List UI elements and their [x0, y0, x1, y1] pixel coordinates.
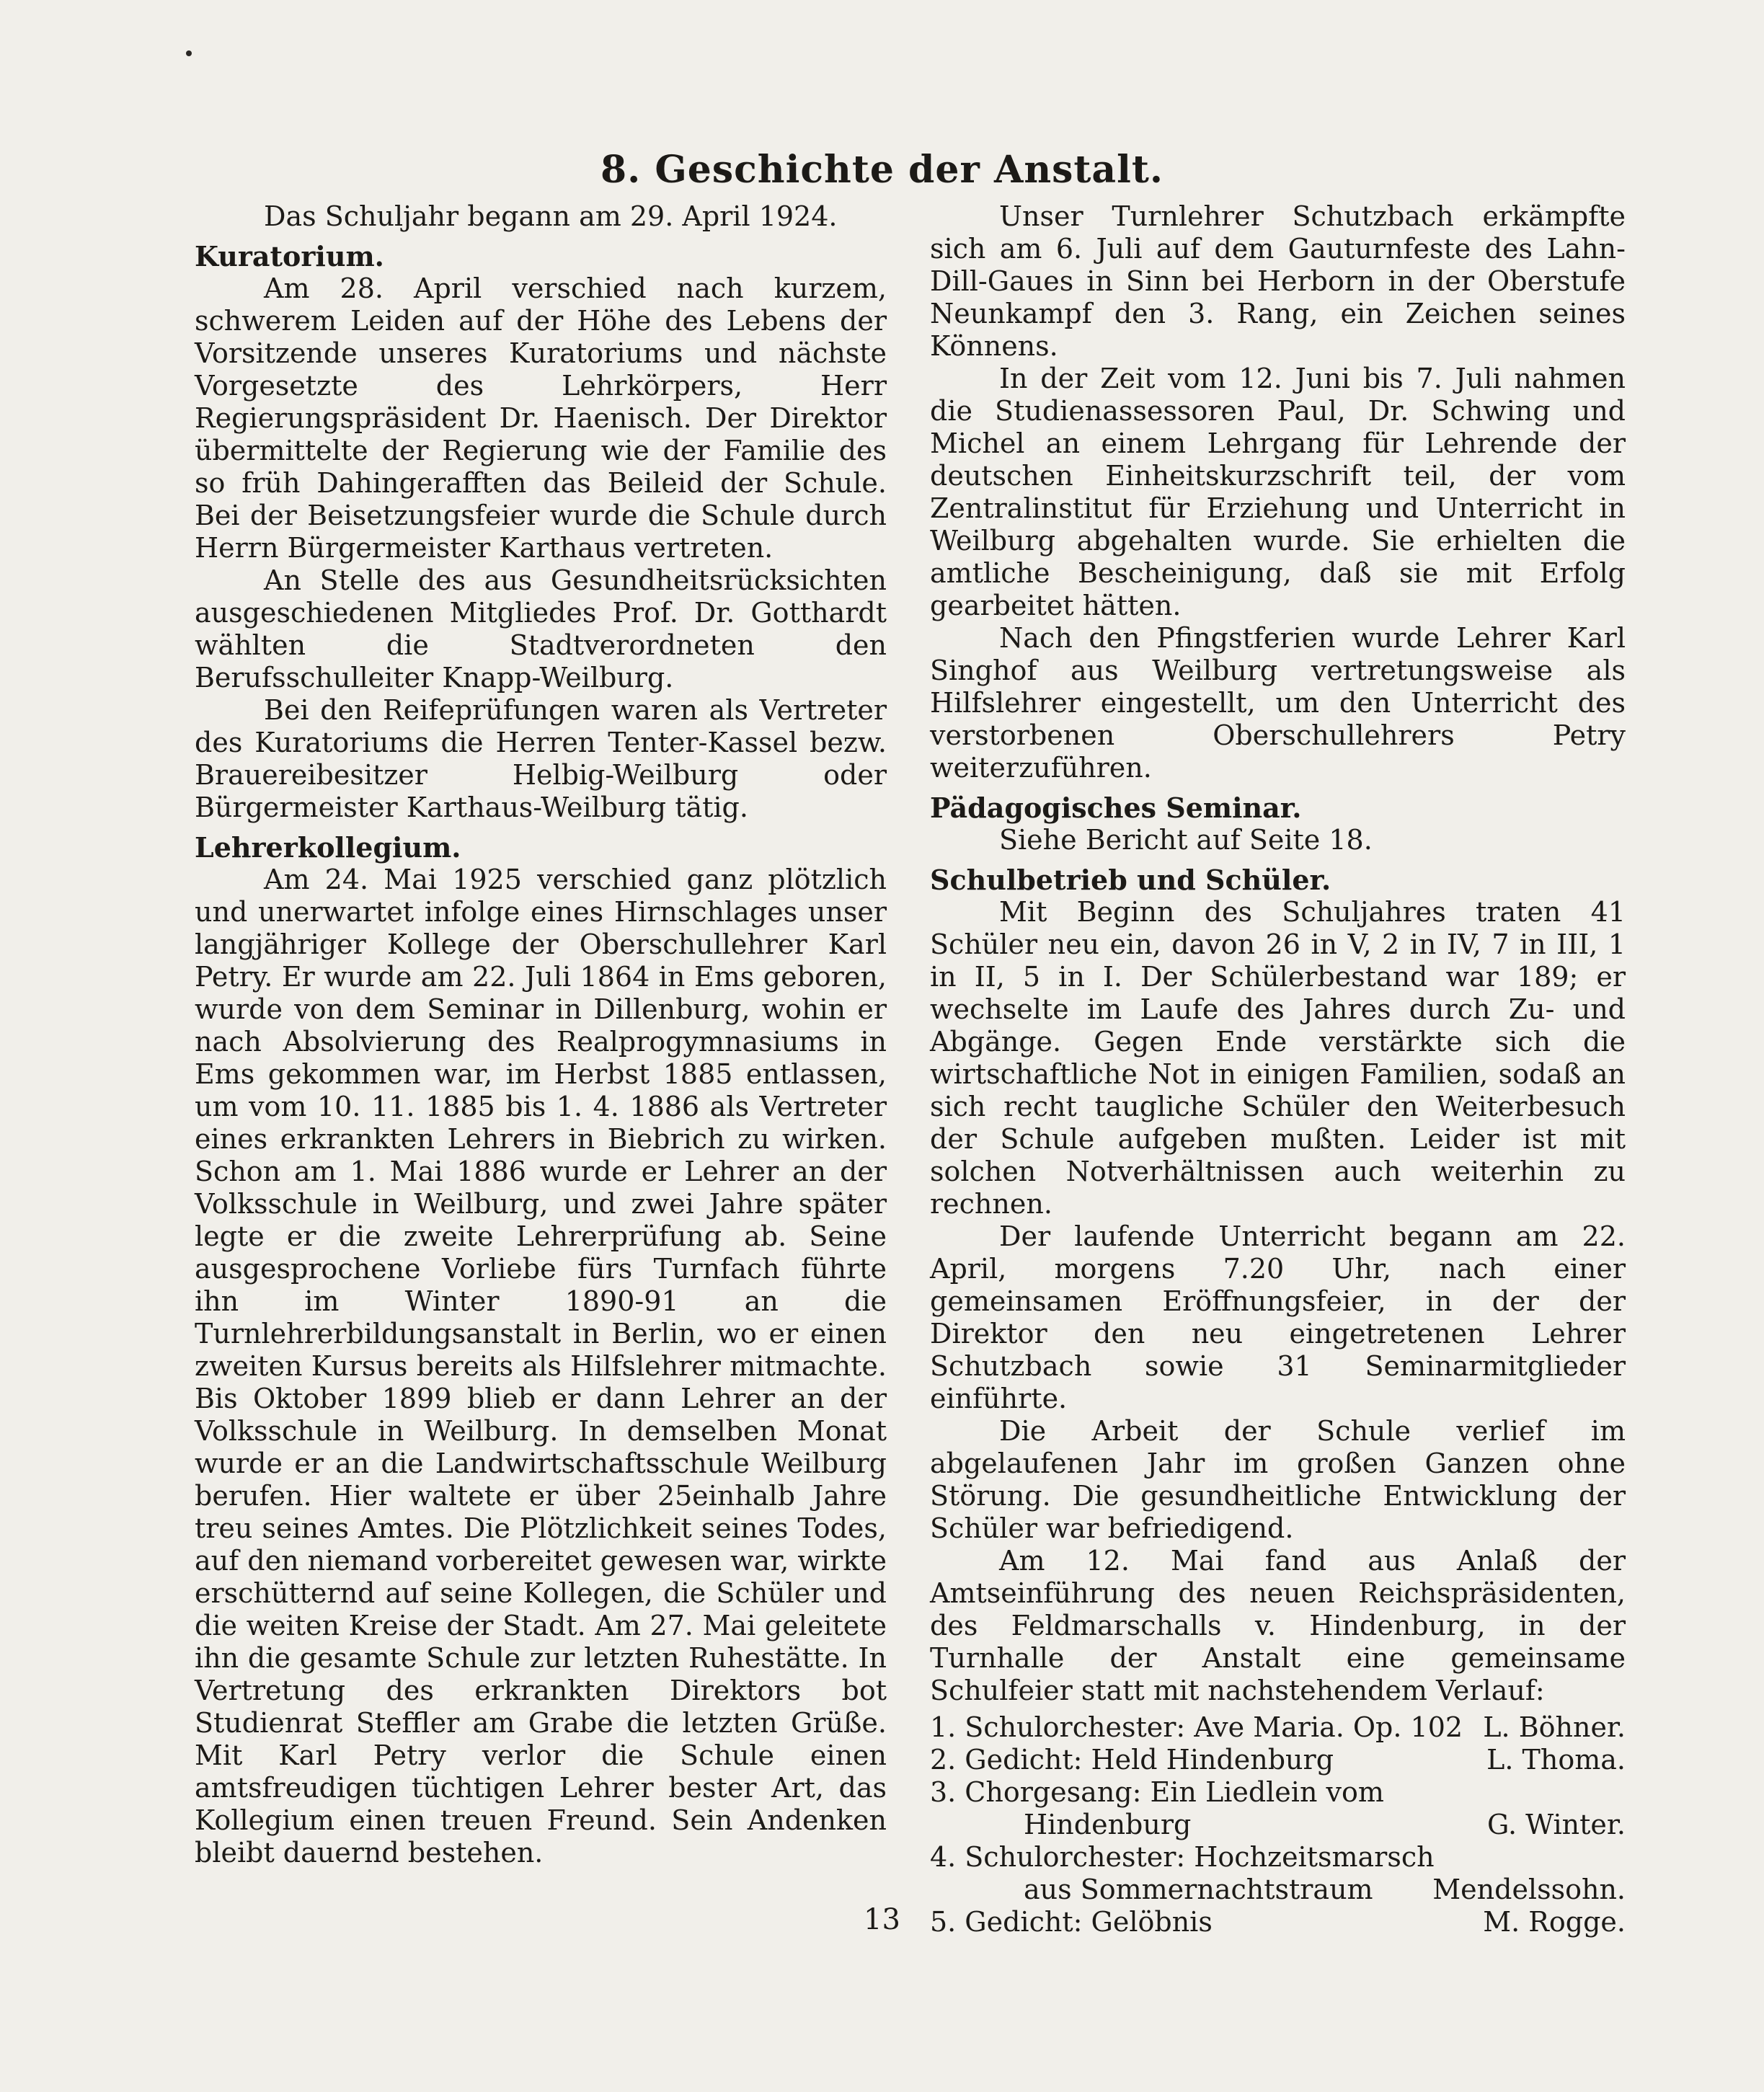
program-number: 4. [930, 1841, 957, 1873]
program-title: Schulorchester: Hochzeitsmarsch [965, 1841, 1435, 1873]
page-number: 13 [864, 1903, 900, 1936]
program-title: Gedicht: Gelöbnis [965, 1906, 1213, 1938]
program-title: Chorgesang: Ein Liedlein vom [965, 1776, 1384, 1808]
ink-speck [186, 50, 192, 56]
schulbetrieb-heading: Schulbetrieb und Schüler. [930, 864, 1331, 896]
intro-paragraph: Das Schuljahr begann am 29. April 1924. [264, 200, 838, 232]
program-title-continuation: aus Sommernachtstraum [1024, 1874, 1373, 1905]
program-item [930, 1776, 1626, 1809]
program-author: M. Rogge. [1483, 1906, 1626, 1938]
section-title: 8. Geschichte der Anstalt. [600, 148, 1164, 192]
schulbetrieb-paragraph-2: Der laufende Unterricht begann am 22. April, morgens 7.20 Uhr, nach einer gemeinsamen Eröffnungsfeier, in der der Direktor den neu eingetretenen Lehrer Schutzbach sowie 31 Seminarmitglieder einführte. [930, 1220, 1626, 1414]
program-title: Schulorchester: Ave Maria. Op. 102 [965, 1711, 1463, 1743]
program-number: 1. [930, 1711, 957, 1743]
seminar-heading: Pädagogisches Seminar. [930, 792, 1302, 824]
program-author: G. Winter. [1486, 1809, 1626, 1840]
program-author: L. Böhner. [1483, 1711, 1626, 1743]
program-number: 3. [930, 1776, 957, 1808]
program-item [930, 1744, 1626, 1776]
program-item-continuation [930, 1809, 1626, 1841]
schulbetrieb-paragraph-3: Die Arbeit der Schule verlief im abgelaufenen Jahr im großen Ganzen ohne Störung. Die gesundheitliche Entwicklung der Schüler war befriedigend. [930, 1415, 1626, 1544]
left-column [195, 200, 887, 1869]
kuratorium-paragraph-1: Am 28. April verschied nach kurzem, schwerem Leiden auf der Höhe des Lebens der Vorsitzende unseres Kuratoriums und nächste Vorgesetzte des Lehrkörpers, Herr Regierungspräsident Dr. Haenisch. Der Direktor übermittelte der Regierung wie der Familie des so früh Dahingerafften das Beileid der Schule. Bei der Beisetzungsfeier wurde die Schule durch Herrn Bürgermeister Karthaus vertreten. [195, 272, 887, 564]
program-title: Gedicht: Held Hindenburg [965, 1744, 1334, 1776]
seminar-paragraph: Siehe Bericht auf Seite 18. [999, 824, 1373, 856]
program-item-continuation [930, 1874, 1626, 1906]
kuratorium-heading: Kuratorium. [195, 240, 384, 272]
program-title-continuation: Hindenburg [1024, 1809, 1192, 1840]
lehrerkollegium-paragraph: Am 24. Mai 1925 verschied ganz plötzlich und unerwartet infolge eines Hirnschlages unser langjähriger Kollege der Oberschullehrer Karl Petry. Er wurde am 22. Juli 1864 in Ems geboren, wurde von dem Seminar in Dillenburg, wohin er nach Absolvierung des Realprogymnasiums in Ems gekommen war, im Herbst 1885 entlassen, um vom 10. 11. 1885 bis 1. 4. 1886 als Vertreter eines erkrankten Lehrers in Biebrich zu wirken. Schon am 1. Mai 1886 wurde er Lehrer an der Volksschule in Weilburg, und zwei Jahre später legte er die zweite Lehrerprüfung ab. Seine ausgesprochene Vorliebe fürs Turnfach führte ihn im Winter 1890-91 an die Turnlehrerbildungsanstalt in Berlin, wo er einen zweiten Kursus bereits als Hilfslehrer mitmachte. Bis Oktober 1899 blieb er dann Lehrer an der Volksschule in Weilburg. In demselben Monat wurde er an die Landwirtschaftsschule Weilburg berufen. Hier waltete er über 25einhalb Jahre treu seines Amtes. Die Plötzlichkeit seines Todes, auf den niemand vorbereitet gewesen war, wirkte erschütternd auf seine Kollegen, die Schüler und die weiten Kreise der Stadt. Am 27. Mai geleitete ihn die gesamte Schule zur letzten Ruhestätte. In Vertretung des erkrankten Direktors bot Studienrat Steffler am Grabe die letzten Grüße. Mit Karl Petry verlor die Schule einen amtsfreudigen tüchtigen Lehrer bester Art, das Kollegium einen treuen Freund. Sein Andenken bleibt dauernd bestehen. [195, 864, 887, 1869]
schulbetrieb-paragraph-1: Mit Beginn des Schuljahres traten 41 Schüler neu ein, davon 26 in V, 2 in IV, 7 in III, 1 in II, 5 in I. Der Schülerbestand war 189; er wechselte im Laufe des Jahres durch Zu- und Abgänge. Gegen Ende verstärkte sich die wirtschaftliche Not in einigen Familien, sodaß an sich recht taugliche Schüler den Weiterbesuch der Schule aufgeben mußten. Leider ist mit solchen Notverhältnissen auch weiterhin zu rechnen. [930, 896, 1626, 1220]
kurzschrift-paragraph: In der Zeit vom 12. Juni bis 7. Juli nahmen die Studienassessoren Paul, Dr. Schwing und Michel an einem Lehrgang für Lehrende der deutschen Einheitskurzschrift teil, der vom Zentralinstitut für Erziehung und Unterricht in Weilburg abgehalten wurde. Sie erhielten die amtliche Bescheinigung, daß sie mit Erfolg gearbeitet hätten. [930, 363, 1626, 621]
program-number: 2. [930, 1744, 957, 1776]
program-author: Mendelssohn. [1432, 1874, 1626, 1905]
program-author: L. Thoma. [1486, 1744, 1626, 1776]
lehrerkollegium-heading: Lehrerkollegium. [195, 831, 461, 864]
program-item [930, 1841, 1626, 1874]
program-number: 5. [930, 1906, 957, 1938]
hilfslehrer-paragraph: Nach den Pfingstferien wurde Lehrer Karl Singhof aus Weilburg vertretungsweise als Hilfslehrer eingestellt, um den Unterricht des verstorbenen Oberschullehrers Petry weiterzuführen. [930, 622, 1626, 784]
schulbetrieb-paragraph-4: Am 12. Mai fand aus Anlaß der Amtseinführung des neuen Reichspräsidenten, des Feldmarschalls v. Hindenburg, in der Turnhalle der Anstalt eine gemeinsame Schulfeier statt mit nachstehendem Verlauf: [930, 1545, 1626, 1706]
turnfest-paragraph: Unser Turnlehrer Schutzbach erkämpfte sich am 6. Juli auf dem Gauturnfeste des Lahn-Dill-Gaues in Sinn bei Herborn in der Oberstufe Neunkampf den 3. Rang, ein Zeichen seines Könnens. [930, 200, 1626, 362]
kuratorium-paragraph-3: Bei den Reifeprüfungen waren als Vertreter des Kuratoriums die Herren Tenter-Kassel bezw. Brauereibesitzer Helbig-Weilburg oder Bürgermeister Karthaus-Weilburg tätig. [195, 694, 887, 823]
right-column [930, 200, 1626, 1938]
kuratorium-paragraph-2: An Stelle des aus Gesundheitsrücksichten ausgeschiedenen Mitgliedes Prof. Dr. Gotthardt wählten die Stadtverordneten den Berufsschulleiter Knapp-Weilburg. [195, 564, 887, 693]
program-item [930, 1711, 1626, 1744]
